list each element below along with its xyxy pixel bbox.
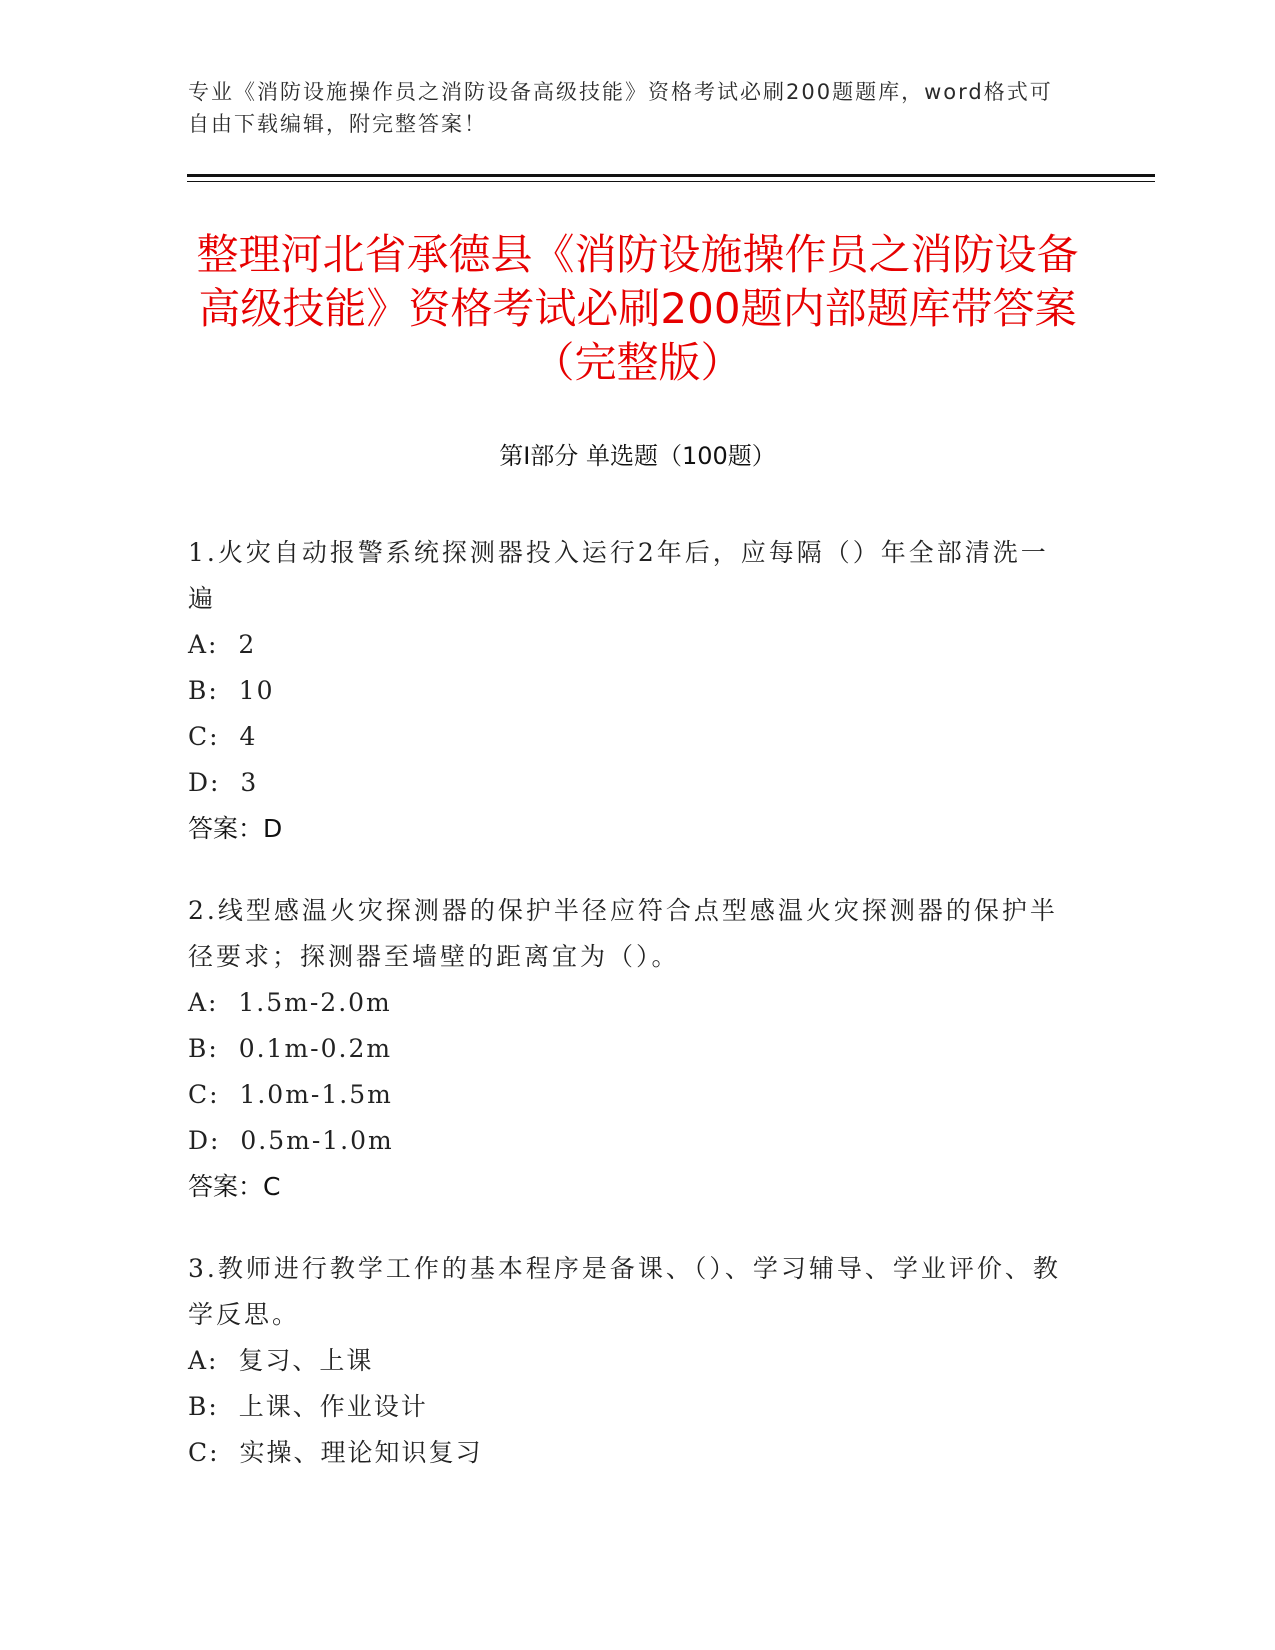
header-rule-thick [187,174,1155,177]
option-c: C: 实操、理论知识复习 [188,1438,483,1467]
answer: 答案：D [188,814,283,843]
question-stem: 3.教师进行教学工作的基本程序是备课、（）、学习辅导、学业评价、教学反思。 [188,1254,1061,1329]
option-a: A: 2 [188,630,257,659]
question-3 [188,1246,1068,1476]
option-a: A: 复习、上课 [188,1346,374,1375]
option-b: B: 上课、作业设计 [188,1392,428,1421]
answer: 答案：C [188,1172,281,1201]
option-c: C: 1.0m-1.5m [188,1080,393,1109]
option-b: B: 0.1m-0.2m [188,1034,393,1063]
question-1 [188,530,1068,852]
section-heading: 第Ⅰ部分 单选题（100题） [499,442,776,470]
question-list [188,530,1068,1512]
question-stem: 1.火灾自动报警系统探测器投入运行2年后，应每隔（）年全部清洗一遍 [188,538,1049,613]
header-rule-thin [187,181,1155,182]
option-a: A: 1.5m-2.0m [188,988,392,1017]
option-c: C: 4 [188,722,258,751]
header-note: 专业《消防设施操作员之消防设备高级技能》资格考试必刷200题题库，word格式可自由下载编辑，附完整答案！ [188,80,1053,136]
option-d: D: 0.5m-1.0m [188,1126,394,1155]
option-b: B: 10 [188,676,275,705]
question-2 [188,888,1068,1210]
question-stem: 2.线型感温火灾探测器的保护半径应符合点型感温火灾探测器的保护半径要求；探测器至墙壁的距离宜为（）。 [188,896,1058,971]
option-d: D: 3 [188,768,259,797]
document-title: 整理河北省承德县《消防设施操作员之消防设备高级技能》资格考试必刷200题内部题库带答案（完整版） [196,230,1079,387]
